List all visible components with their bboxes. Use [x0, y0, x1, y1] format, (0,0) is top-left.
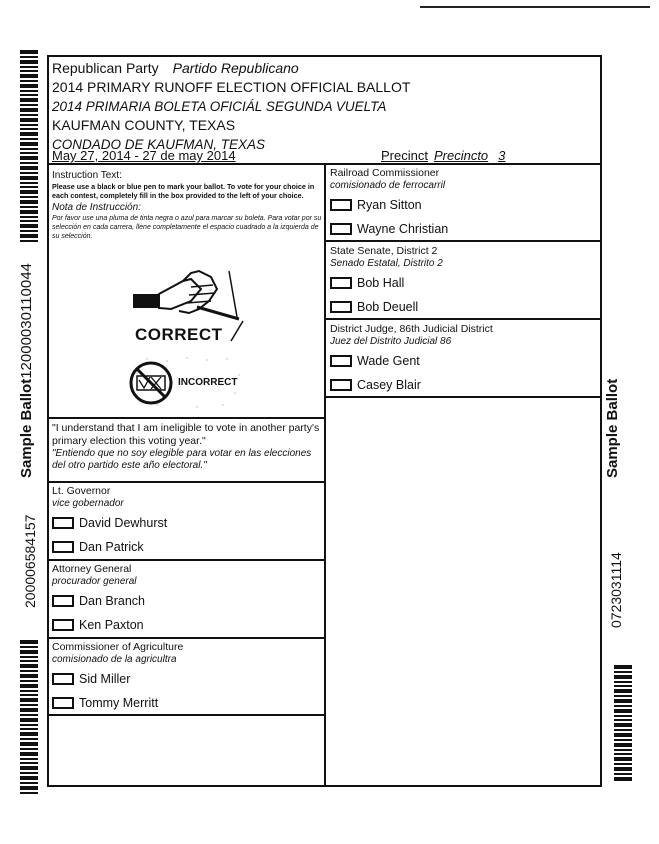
rule-left-3: [49, 714, 324, 716]
statement-es: "Entiendo que no soy elegible para votar en las elecciones del otro partido este año electoral.": [52, 448, 312, 471]
right-margin-sample-label: Sample Ballot: [604, 378, 621, 478]
instructions-text: Please use a black or blue pen to mark your ballot. To vote for your choice in each contest, completely fill in the box provided to the left of your choice.: [52, 182, 315, 200]
left-barcode-top: [20, 50, 38, 244]
date-precinct-row: [51, 149, 600, 163]
title-es: 2014 PRIMARIA BOLETA OFICIÁL SEGUNDA VUELTA: [52, 99, 387, 114]
candidate-option[interactable]: [52, 590, 322, 612]
contest-commissioner-agriculture: [52, 641, 322, 714]
left-margin-number: 200006584157: [22, 514, 38, 608]
county-en: KAUFMAN COUNTY, TEXAS: [52, 117, 236, 133]
candidate-name: Ken Paxton: [79, 618, 144, 632]
candidate-option[interactable]: [52, 692, 322, 714]
rule-right-2: [325, 318, 600, 320]
candidate-option[interactable]: [330, 272, 598, 294]
left-ballot-id: 12000030110044: [18, 263, 35, 379]
incorrect-label: INCORRECT: [178, 377, 238, 388]
eligibility-statement: [52, 422, 324, 472]
candidate-name: Dan Branch: [79, 594, 146, 608]
sample-ballot-label: Sample Ballot: [18, 378, 35, 478]
candidate-option[interactable]: [330, 296, 598, 318]
instructions-title: Instruction Text:: [52, 170, 122, 181]
candidate-name: Sid Miller: [79, 672, 131, 686]
contest-title-es: procurador general: [52, 576, 137, 587]
right-barcode: [614, 665, 632, 783]
candidate-option[interactable]: [52, 668, 322, 690]
contest-state-senate: [330, 245, 598, 318]
contest-railroad-commissioner: [330, 167, 598, 240]
party-es: Partido Republicano: [172, 60, 299, 76]
candidate-option[interactable]: [330, 374, 598, 396]
correct-label: CORRECT: [135, 325, 223, 344]
right-margin-number: 0723031114: [608, 552, 624, 628]
vote-box[interactable]: [330, 355, 352, 367]
contest-title: District Judge, 86th Judicial District: [330, 323, 493, 335]
check-stroke-icon: [229, 319, 245, 343]
vote-box[interactable]: [330, 277, 352, 289]
candidate-name: Bob Deuell: [357, 300, 419, 314]
rule-left-1: [49, 559, 324, 561]
contest-lt-governor: [52, 485, 322, 558]
party-en: Republican Party: [52, 60, 159, 76]
candidate-option[interactable]: [52, 536, 322, 558]
candidate-name: David Dewhurst: [79, 516, 168, 530]
candidate-name: Wayne Christian: [357, 222, 449, 236]
contest-title: Lt. Governor: [52, 485, 111, 497]
rule-right-1: [325, 240, 600, 242]
instructions-text-es: Por favor use una pluma de tinta negra o azul para marcar su boleta. Para votar por su selección en cada carrera, llene completamente el espacio cuadrado a la izquierda de su selección.: [52, 215, 322, 240]
column-divider: [324, 163, 326, 787]
contest-title: Railroad Commissioner: [330, 167, 440, 179]
election-date: May 27, 2014 - 27 de may 2014: [52, 148, 236, 163]
contest-title-es: comisionado de la agricultra: [52, 654, 177, 665]
contest-title-es: comisionado de ferrocarril: [330, 180, 446, 191]
precinct-label-es: Precincto: [433, 148, 489, 163]
vote-box[interactable]: [52, 541, 74, 553]
vote-box[interactable]: [52, 697, 74, 709]
vote-box[interactable]: [52, 673, 74, 685]
ballot-header: [52, 59, 600, 154]
contest-title-es: Juez del Distrito Judicial 86: [330, 336, 452, 347]
contest-title: Commissioner of Agriculture: [52, 641, 184, 653]
contest-title-es: vice gobernador: [52, 498, 124, 509]
hand-pen-icon: [131, 267, 241, 327]
candidate-name: Dan Patrick: [79, 540, 144, 554]
vote-box[interactable]: [52, 517, 74, 529]
rule-left-statement: [49, 481, 324, 483]
party-line: [52, 59, 600, 78]
contest-district-judge: [330, 323, 598, 396]
top-edge-line: [420, 6, 650, 8]
candidate-name: Bob Hall: [357, 276, 405, 290]
candidate-name: Tommy Merritt: [79, 696, 159, 710]
contest-title: State Senate, District 2: [330, 245, 438, 257]
vote-box[interactable]: [330, 223, 352, 235]
left-barcode-bottom: [20, 640, 38, 796]
county-es: CONDADO DE KAUFMAN, TEXAS: [52, 137, 266, 152]
contest-title-es: Senado Estatal, Distrito 2: [330, 258, 443, 269]
rule-left-2: [49, 637, 324, 639]
left-margin-sample-label: [18, 263, 35, 478]
rule-left-instructions: [49, 417, 324, 419]
instructions-title-es: Nota de Instrucción:: [52, 202, 141, 213]
contest-attorney-general: [52, 563, 322, 636]
vote-box[interactable]: [52, 619, 74, 631]
candidate-option[interactable]: [330, 194, 598, 216]
instructions: [52, 170, 324, 241]
precinct-number: 3: [498, 148, 506, 163]
statement-en: "I understand that I am ineligible to vote in another party's primary election this voting year.": [52, 422, 320, 447]
vote-box[interactable]: [52, 595, 74, 607]
candidate-option[interactable]: [330, 350, 598, 372]
candidate-name: Wade Gent: [357, 354, 420, 368]
vote-box[interactable]: [330, 199, 352, 211]
precinct: [381, 149, 505, 163]
candidate-name: Ryan Sitton: [357, 198, 422, 212]
title-en: 2014 PRIMARY RUNOFF ELECTION OFFICIAL BALLOT: [52, 79, 411, 95]
vote-box[interactable]: [330, 301, 352, 313]
precinct-label: Precinct: [381, 148, 428, 163]
rule-right-3: [325, 396, 600, 398]
candidate-option[interactable]: [52, 614, 322, 636]
candidate-name: Casey Blair: [357, 378, 421, 392]
candidate-option[interactable]: [52, 512, 322, 534]
ballot-frame: [47, 55, 602, 787]
vote-box[interactable]: [330, 379, 352, 391]
candidate-option[interactable]: [330, 218, 598, 240]
contest-title: Attorney General: [52, 563, 132, 575]
